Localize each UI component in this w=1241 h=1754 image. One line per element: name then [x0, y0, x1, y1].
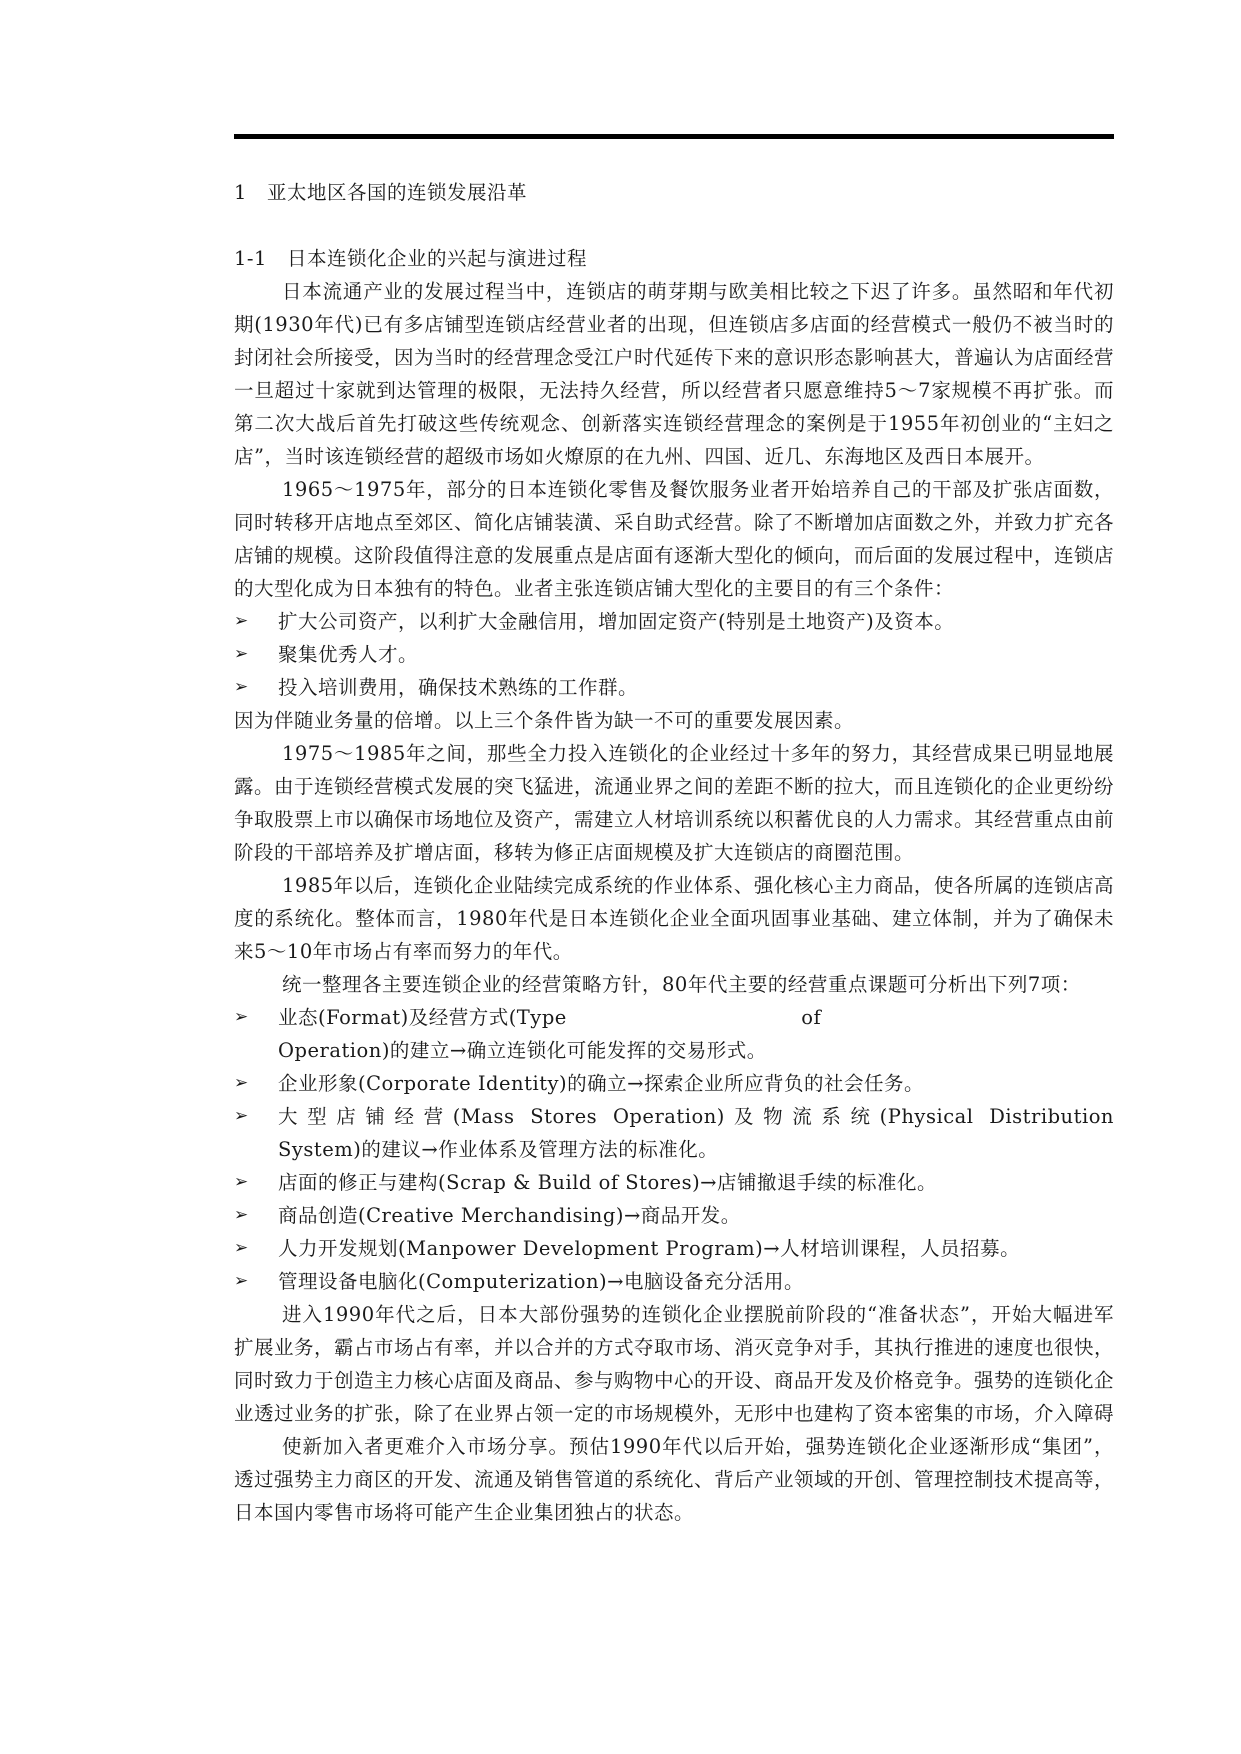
section-heading: [234, 176, 1114, 209]
paragraph: 1975～1985年之间，那些全力投入连锁化的企业经过十多年的努力，其经营成果已明显地展露。由于连锁经营模式发展的突飞猛进，流通业界之间的差距不断的拉大，而且连锁化的企业更纷纷争取股票上市以确保市场地位及资产，需建立人材培训系统以积蓄优良的人力需求。其经营重点由前阶段的干部培养及扩增店面，移转为修正店面规模及扩大连锁店的商圈范围。: [234, 742, 1115, 864]
list-item: [234, 671, 1114, 704]
list-item-text: 聚集优秀人才。: [278, 643, 419, 666]
list-item-text: 商品创造(Creative Merchandising)→商品开发。: [278, 1204, 741, 1227]
paragraph: 1965～1975年，部分的日本连锁化零售及餐饮服务业者开始培养自己的干部及扩张店面数，同时转移开店地点至郊区、简化店铺装潢、采自助式经营。除了不断增加店面数之外，并致力扩充各店铺的规模。这阶段值得注意的发展重点是店面有逐渐大型化的倾向，而后面的发展过程中，连锁店的大型化成为日本独有的特色。业者主张连锁店铺大型化的主要目的有三个条件：: [234, 478, 1115, 600]
list-item: [234, 1100, 1114, 1166]
list-item-line: 业态(Format)及经营方式(Type of: [278, 1006, 822, 1029]
document-body: [234, 176, 1114, 1529]
arrow-bullet-icon: ➢: [234, 1271, 249, 1291]
arrow-bullet-icon: ➢: [234, 1172, 249, 1192]
section-number: 1: [234, 181, 247, 204]
list-item-text: [278, 1001, 1114, 1067]
list-item: [234, 1265, 1114, 1298]
list-item-line: Operation)的建立→确立连锁化可能发挥的交易形式。: [278, 1039, 767, 1062]
list-item: [234, 1199, 1114, 1232]
arrow-bullet-icon: ➢: [234, 677, 249, 697]
list-item-text: [278, 1100, 1114, 1166]
list-item: [234, 1001, 1114, 1067]
list-item-text: 管理设备电脑化(Computerization)→电脑设备充分活用。: [278, 1270, 804, 1293]
arrow-bullet-icon: ➢: [234, 1106, 249, 1126]
list-item: [234, 1232, 1114, 1265]
paragraph: 使新加入者更难介入市场分享。预估1990年代以后开始，强势连锁化企业逐渐形成“集团”，透过强势主力商区的开发、流通及销售管道的系统化、背后产业领域的开创、管理控制技术提高等，日本国内零售市场将可能产生企业集团独占的状态。: [234, 1435, 1115, 1524]
list-item-line: System)的建议→作业体系及管理方法的标准化。: [278, 1138, 719, 1161]
arrow-bullet-icon: ➢: [234, 1238, 249, 1258]
subsection-heading: [234, 242, 1114, 275]
list-item-text: 企业形象(Corporate Identity)的确立→探索企业所应背负的社会任务。: [278, 1072, 924, 1095]
paragraph: 日本流通产业的发展过程当中，连锁店的萌芽期与欧美相比较之下迟了许多。虽然昭和年代初期(1930年代)已有多店铺型连锁店经营业者的出现，但连锁店多店面的经营模式一般仍不被当时的封闭社会所接受，因为当时的经营理念受江户时代延传下来的意识形态影响甚大，普遍认为店面经营一旦超过十家就到达管理的极限，无法持久经营，所以经营者只愿意维持5～7家规模不再扩张。而第二次大战后首先打破这些传统观念、创新落实连锁经营理念的案例是于1955年初创业的“主妇之店”，当时该连锁经营的超级市场如火燎原的在九州、四国、近几、东海地区及西日本展开。: [234, 280, 1115, 468]
arrow-bullet-icon: ➢: [234, 644, 249, 664]
paragraph: 1985年以后，连锁化企业陆续完成系统的作业体系、强化核心主力商品，使各所属的连锁店高度的系统化。整体而言，1980年代是日本连锁化企业全面巩固事业基础、建立体制，并为了确保未来5～10年市场占有率而努力的年代。: [234, 874, 1114, 963]
list-item: [234, 605, 1114, 638]
header-rule: [234, 134, 1114, 139]
paragraph: 统一整理各主要连锁企业的经营策略方针，80年代主要的经营重点课题可分析出下列7项：: [282, 973, 1081, 996]
arrow-bullet-icon: ➢: [234, 611, 249, 631]
paragraph: 进入1990年代之后，日本大部份强势的连锁化企业摆脱前阶段的“准备状态”，开始大幅进军扩展业务，霸占市场占有率，并以合并的方式夺取市场、消灭竞争对手，其执行推进的速度也很快，同时致力于创造主力核心店面及商品、参与购物中心的开设、商品开发及价格竞争。强势的连锁化企业透过业务的扩张，除了在业界占领一定的市场规模外，无形中也建构了资本密集的市场，介入障碍: [234, 1303, 1115, 1425]
list-item: [234, 1166, 1114, 1199]
list-item: [234, 638, 1114, 671]
section-title: 亚太地区各国的连锁发展沿革: [267, 181, 528, 204]
arrow-bullet-icon: ➢: [234, 1073, 249, 1093]
list-item-line: 大型店铺经营(Mass Stores Operation)及物流系统(Physical Distribution: [278, 1105, 1114, 1128]
list-item-text: 扩大公司资产，以利扩大金融信用，增加固定资产(特别是土地资产)及资本。: [278, 610, 955, 633]
list-item-text: 店面的修正与建构(Scrap & Build of Stores)→店铺撤退手续的标准化。: [278, 1171, 938, 1194]
subsection-number: 1-1: [234, 247, 267, 270]
subsection-title: 日本连锁化企业的兴起与演进过程: [287, 247, 588, 270]
list-item: [234, 1067, 1114, 1100]
arrow-bullet-icon: ➢: [234, 1205, 249, 1225]
list-item-text: 人力开发规划(Manpower Development Program)→人材培训课程，人员招募。: [278, 1237, 1021, 1260]
list-item-text: 投入培训费用，确保技术熟练的工作群。: [278, 676, 639, 699]
arrow-bullet-icon: ➢: [234, 1007, 249, 1027]
paragraph: 因为伴随业务量的倍增。以上三个条件皆为缺一不可的重要发展因素。: [234, 709, 855, 732]
